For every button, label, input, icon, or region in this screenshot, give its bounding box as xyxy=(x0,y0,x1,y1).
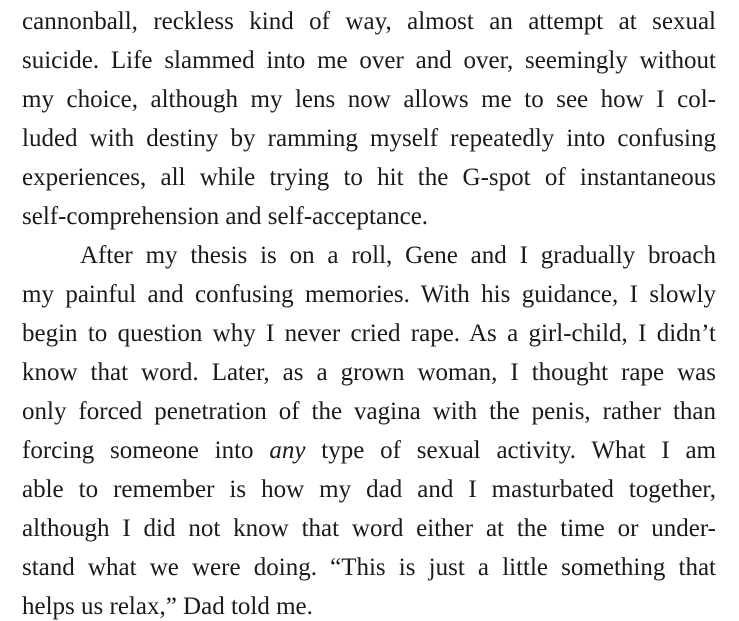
text-line: know that word. Later, as a grown woman, I thought rape was xyxy=(22,359,716,386)
text-segment: forcing someone into xyxy=(22,437,270,464)
book-page xyxy=(22,0,716,621)
text-line: although I did not know that word either at the time or under- xyxy=(22,515,716,542)
text-line-with-emphasis xyxy=(22,431,716,470)
text-line: only forced penetration of the vagina with the penis, rather than xyxy=(22,398,716,425)
text-line: begin to question why I never cried rape. As a girl-child, I didn’t xyxy=(22,320,716,347)
text-line: stand what we were doing. “This is just a little something that xyxy=(22,554,716,581)
text-line: experiences, all while trying to hit the G-spot of instantaneous xyxy=(22,164,716,191)
text-line: suicide. Life slammed into me over and over, seemingly without xyxy=(22,47,716,74)
text-line: my painful and confusing memories. With his guidance, I slowly xyxy=(22,281,716,308)
text-line: luded with destiny by ramming myself repeatedly into confusing xyxy=(22,125,716,152)
text-line: my choice, although my lens now allows me to see how I col- xyxy=(22,86,716,113)
emphasized-word: any xyxy=(269,437,306,464)
text-line: self-comprehension and self-acceptance. xyxy=(22,203,429,230)
text-segment: type of sexual activity. What I am xyxy=(305,437,716,464)
text-line: helps us relax,” Dad told me. xyxy=(22,593,313,620)
text-line: able to remember is how my dad and I masturbated together, xyxy=(22,476,716,503)
paragraph-first-line: After my thesis is on a roll, Gene and I gradually broach xyxy=(80,242,716,269)
text-line: cannonball, reckless kind of way, almost an attempt at sexual xyxy=(22,8,716,35)
